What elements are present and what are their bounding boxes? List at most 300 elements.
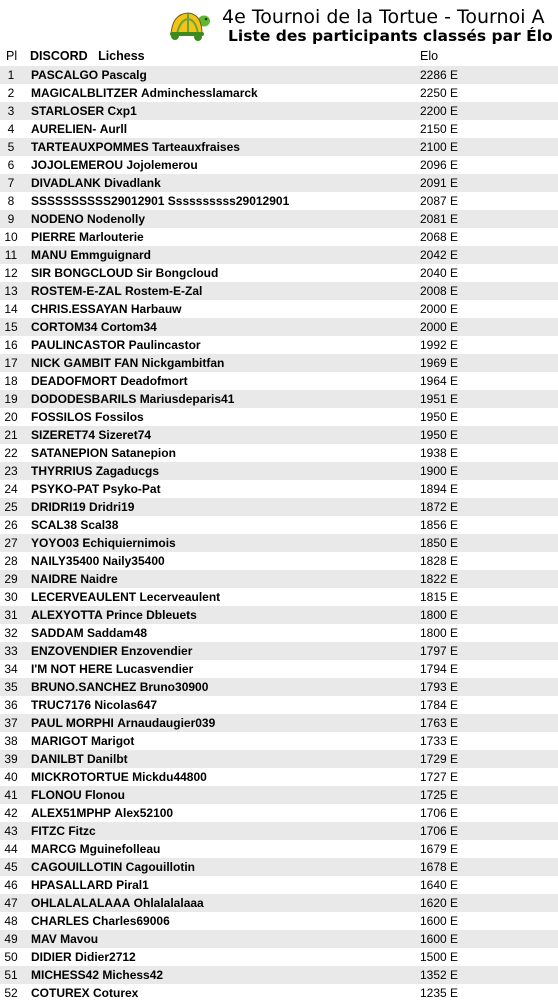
row-player	[31, 500, 134, 514]
row-place: 12	[4, 266, 18, 280]
row-player	[31, 572, 118, 586]
row-elo: 2200 E	[420, 104, 459, 118]
row-lichess-name: Alex52100	[114, 806, 174, 820]
row-player	[31, 428, 151, 442]
row-lichess-name: Echiquiernimois	[82, 536, 176, 550]
row-discord-name: NICK GAMBIT FAN	[31, 356, 139, 370]
row-discord-name: FLONOU	[31, 788, 82, 802]
row-lichess-name: Piral1	[116, 878, 149, 892]
table-row	[0, 984, 558, 1002]
row-discord-name: CHRIS.ESSAYAN	[31, 302, 128, 316]
row-place: 34	[4, 662, 18, 676]
row-player	[31, 248, 151, 262]
row-place: 1	[7, 68, 15, 82]
row-discord-name: LECERVEAULENT	[31, 590, 137, 604]
row-place: 15	[4, 320, 18, 334]
row-elo: 1894 E	[420, 482, 459, 496]
table-row	[0, 930, 558, 948]
row-elo: 1640 E	[420, 878, 459, 892]
row-player	[31, 968, 163, 982]
row-player	[31, 392, 234, 406]
row-lichess-name: Coturex	[93, 986, 139, 1000]
table-row	[0, 120, 558, 138]
row-place: 16	[4, 338, 18, 352]
row-elo: 1600 E	[420, 914, 459, 928]
row-player	[31, 176, 161, 190]
row-discord-name: DODODESBARILS	[31, 392, 137, 406]
row-player	[31, 770, 207, 784]
table-row	[0, 156, 558, 174]
table-row	[0, 300, 558, 318]
row-elo: 1794 E	[420, 662, 459, 676]
row-discord-name: NAILY35400	[31, 554, 100, 568]
row-discord-name: CORTOM34	[31, 320, 98, 334]
row-lichess-name: Pascalg	[101, 68, 147, 82]
table-row	[0, 336, 558, 354]
table-row	[0, 228, 558, 246]
row-discord-name: MAV	[31, 932, 57, 946]
row-lichess-name: Mickdu44800	[132, 770, 207, 784]
row-place: 25	[4, 500, 18, 514]
row-discord-name: AURELIEN-	[31, 122, 97, 136]
row-player	[31, 590, 220, 604]
row-discord-name: THYRRIUS	[31, 464, 93, 478]
table-row	[0, 570, 558, 588]
row-elo: 1235 E	[420, 986, 459, 1000]
row-place: 26	[4, 518, 18, 532]
row-lichess-name: Cxp1	[107, 104, 137, 118]
row-player	[31, 608, 197, 622]
table-row	[0, 408, 558, 426]
row-player	[31, 68, 147, 82]
row-place: 39	[4, 752, 18, 766]
row-discord-name: CAGOUILLOTIN	[31, 860, 123, 874]
page-subtitle: Liste des participants classés par Élo	[228, 27, 553, 45]
row-elo: 1850 E	[420, 536, 459, 550]
row-place: 47	[4, 896, 18, 910]
row-elo: 1729 E	[420, 752, 459, 766]
row-lichess-name: Divadlank	[104, 176, 161, 190]
row-elo: 2040 E	[420, 266, 459, 280]
participants-table	[0, 66, 558, 1002]
row-elo: 1969 E	[420, 356, 459, 370]
row-player	[31, 158, 198, 172]
row-elo: 1815 E	[420, 590, 459, 604]
row-discord-name: FITZC	[31, 824, 65, 838]
row-place: 8	[7, 194, 15, 208]
table-row	[0, 372, 558, 390]
row-player	[31, 374, 188, 388]
table-row	[0, 822, 558, 840]
row-discord-name: ROSTEM-E-ZAL	[31, 284, 122, 298]
row-lichess-name: Harbauw	[130, 302, 182, 316]
row-lichess-name: Nickgambitfan	[141, 356, 225, 370]
table-row	[0, 840, 558, 858]
row-discord-name: NAIDRE	[31, 572, 78, 586]
row-place: 35	[4, 680, 18, 694]
row-discord-name: SIR BONGCLOUD	[31, 266, 133, 280]
row-place: 48	[4, 914, 18, 928]
row-lichess-name: Fossilos	[95, 410, 144, 424]
row-discord-name: OHLALALALAAA	[31, 896, 131, 910]
row-player	[31, 104, 137, 118]
row-player	[31, 878, 149, 892]
row-lichess-name: Rostem-E-Zal	[125, 284, 203, 298]
row-elo: 1797 E	[420, 644, 459, 658]
row-player	[31, 752, 128, 766]
table-row	[0, 102, 558, 120]
row-player	[31, 140, 240, 154]
row-place: 14	[4, 302, 18, 316]
table-row	[0, 246, 558, 264]
row-discord-name: HPASALLARD	[31, 878, 113, 892]
row-elo: 1828 E	[420, 554, 459, 568]
row-place: 17	[4, 356, 18, 370]
row-elo: 2068 E	[420, 230, 459, 244]
table-row	[0, 588, 558, 606]
row-player	[31, 518, 118, 532]
row-lichess-name: Lucasvendier	[115, 662, 194, 676]
row-lichess-name: Psyko-Pat	[102, 482, 161, 496]
row-discord-name: PIERRE	[31, 230, 76, 244]
row-player	[31, 824, 96, 838]
row-elo: 1793 E	[420, 680, 459, 694]
row-lichess-name: Jojolemerou	[126, 158, 198, 172]
row-place: 23	[4, 464, 18, 478]
row-discord-name: MANU	[31, 248, 67, 262]
row-discord-name: DIVADLANK	[31, 176, 101, 190]
table-row	[0, 714, 558, 732]
row-place: 21	[4, 428, 18, 442]
row-elo: 1725 E	[420, 788, 459, 802]
row-place: 20	[4, 410, 18, 424]
row-lichess-name: Nodenolly	[87, 212, 146, 226]
row-player	[31, 734, 134, 748]
row-place: 2	[7, 86, 15, 100]
row-place: 43	[4, 824, 18, 838]
row-elo: 1706 E	[420, 806, 459, 820]
row-lichess-name: Satanepion	[111, 446, 176, 460]
row-player	[31, 680, 208, 694]
table-row	[0, 804, 558, 822]
row-player	[31, 554, 165, 568]
row-player	[31, 212, 145, 226]
table-row	[0, 624, 558, 642]
row-place: 31	[4, 608, 18, 622]
row-place: 33	[4, 644, 18, 658]
table-row	[0, 516, 558, 534]
row-elo: 2000 E	[420, 320, 459, 334]
row-place: 5	[7, 140, 15, 154]
row-place: 13	[4, 284, 18, 298]
row-elo: 1733 E	[420, 734, 459, 748]
row-lichess-name: Sir Bongcloud	[136, 266, 219, 280]
row-lichess-name: Didier2712	[75, 950, 136, 964]
row-lichess-name: Cagouillotin	[125, 860, 195, 874]
row-lichess-name: Ssssssssss29012901	[167, 194, 290, 208]
row-elo: 2100 E	[420, 140, 459, 154]
row-lichess-name: Enzovendier	[121, 644, 193, 658]
row-lichess-name: Scal38	[80, 518, 119, 532]
row-lichess-name: Cortom34	[100, 320, 157, 334]
table-row	[0, 282, 558, 300]
row-discord-name: ALEX51MPHP	[31, 806, 112, 820]
row-elo: 1352 E	[420, 968, 459, 982]
page-title: 4e Tournoi de la Tortue - Tournoi A	[222, 6, 545, 28]
row-lichess-name: Emmguignard	[70, 248, 152, 262]
row-player	[31, 644, 192, 658]
row-discord-name: DIDIER	[31, 950, 72, 964]
row-elo: 1856 E	[420, 518, 459, 532]
row-lichess-name: Saddam48	[87, 626, 148, 640]
row-lichess-name: Marigot	[91, 734, 135, 748]
row-discord-name: DANILBT	[31, 752, 84, 766]
table-row	[0, 750, 558, 768]
table-row	[0, 876, 558, 894]
row-elo: 2250 E	[420, 86, 459, 100]
table-row	[0, 552, 558, 570]
row-place: 27	[4, 536, 18, 550]
table-row	[0, 642, 558, 660]
row-discord-name: I'M NOT HERE	[31, 662, 113, 676]
row-discord-name: PAUL MORPHI	[31, 716, 114, 730]
row-discord-name: TRUC7176	[31, 698, 92, 712]
row-discord-name: PSYKO-PAT	[31, 482, 100, 496]
row-place: 32	[4, 626, 18, 640]
row-elo: 1964 E	[420, 374, 459, 388]
row-player	[31, 986, 138, 1000]
row-player	[31, 266, 218, 280]
row-place: 49	[4, 932, 18, 946]
column-header-player	[30, 49, 145, 65]
row-elo: 1900 E	[420, 464, 459, 478]
table-row	[0, 858, 558, 876]
table-row	[0, 354, 558, 372]
row-lichess-name: Bruno30900	[139, 680, 209, 694]
row-elo: 1800 E	[420, 626, 459, 640]
row-lichess-name: Flonou	[85, 788, 125, 802]
row-discord-name: JOJOLEMEROU	[31, 158, 124, 172]
row-place: 7	[7, 176, 15, 190]
row-elo: 2150 E	[420, 122, 459, 136]
table-row	[0, 696, 558, 714]
row-player	[31, 482, 161, 496]
table-row	[0, 678, 558, 696]
row-lichess-name: Adminchesslamarck	[141, 86, 258, 100]
row-elo: 2087 E	[420, 194, 459, 208]
row-place: 42	[4, 806, 18, 820]
table-row	[0, 444, 558, 462]
row-elo: 1951 E	[420, 392, 459, 406]
row-lichess-name: Naily35400	[102, 554, 165, 568]
row-lichess-name: Naidre	[80, 572, 118, 586]
table-row	[0, 138, 558, 156]
row-player	[31, 320, 157, 334]
row-lichess-name: Ohlalalalaaa	[133, 896, 204, 910]
row-elo: 1706 E	[420, 824, 459, 838]
table-row	[0, 498, 558, 516]
row-discord-name: MARIGOT	[31, 734, 88, 748]
row-elo: 1763 E	[420, 716, 459, 730]
row-elo: 1784 E	[420, 698, 459, 712]
row-elo: 1950 E	[420, 428, 459, 442]
row-discord-name: YOYO03	[31, 536, 80, 550]
row-discord-name: SSSSSSSSSS29012901	[31, 194, 165, 208]
row-place: 6	[7, 158, 15, 172]
row-player	[31, 230, 144, 244]
row-lichess-name: Fitzc	[68, 824, 96, 838]
row-player	[31, 842, 160, 856]
row-discord-name: MICKROTORTUE	[31, 770, 129, 784]
row-elo: 2091 E	[420, 176, 459, 190]
row-place: 52	[4, 986, 18, 1000]
table-row	[0, 426, 558, 444]
turtle-icon	[168, 8, 212, 44]
row-elo: 2042 E	[420, 248, 459, 262]
row-place: 29	[4, 572, 18, 586]
row-place: 46	[4, 878, 18, 892]
table-row	[0, 84, 558, 102]
row-place: 9	[7, 212, 15, 226]
row-discord-name: PASCALGO	[31, 68, 99, 82]
row-elo: 2000 E	[420, 302, 459, 316]
row-elo: 1872 E	[420, 500, 459, 514]
row-lichess-name: Tarteauxfraises	[152, 140, 240, 154]
row-place: 38	[4, 734, 18, 748]
row-lichess-name: Zagaducgs	[95, 464, 160, 478]
row-discord-name: CHARLES	[31, 914, 90, 928]
column-header-elo: Elo	[420, 49, 439, 63]
row-player	[31, 626, 147, 640]
row-place: 36	[4, 698, 18, 712]
row-discord-name: SIZERET74	[31, 428, 96, 442]
row-place: 41	[4, 788, 18, 802]
row-discord-name: STARLOSER	[31, 104, 105, 118]
table-row	[0, 66, 558, 84]
row-elo: 1950 E	[420, 410, 459, 424]
table-row	[0, 534, 558, 552]
row-discord-name: BRUNO.SANCHEZ	[31, 680, 137, 694]
row-elo: 1727 E	[420, 770, 459, 784]
row-elo: 1500 E	[420, 950, 459, 964]
table-row	[0, 210, 558, 228]
row-player	[31, 194, 289, 208]
row-player	[31, 932, 98, 946]
row-discord-name: DEADOFMORT	[31, 374, 117, 388]
row-lichess-name: Prince Dbleuets	[106, 608, 197, 622]
row-lichess-name: Arnaudaugier039	[117, 716, 216, 730]
row-place: 11	[4, 248, 18, 262]
row-place: 40	[4, 770, 18, 784]
row-player	[31, 950, 136, 964]
row-player	[31, 464, 159, 478]
row-discord-name: PAULINCASTOR	[31, 338, 126, 352]
row-player	[31, 86, 258, 100]
table-row	[0, 660, 558, 678]
row-place: 44	[4, 842, 18, 856]
row-place: 45	[4, 860, 18, 874]
row-player	[31, 356, 224, 370]
row-elo: 2286 E	[420, 68, 459, 82]
row-place: 28	[4, 554, 18, 568]
row-player	[31, 446, 176, 460]
row-elo: 2081 E	[420, 212, 459, 226]
row-player	[31, 122, 127, 136]
table-row	[0, 264, 558, 282]
row-lichess-name: Deadofmort	[120, 374, 188, 388]
table-row	[0, 192, 558, 210]
row-player	[31, 860, 195, 874]
row-elo: 1679 E	[420, 842, 459, 856]
row-elo: 1822 E	[420, 572, 459, 586]
row-discord-name: NODENO	[31, 212, 84, 226]
row-elo: 1938 E	[420, 446, 459, 460]
table-row	[0, 912, 558, 930]
table-row	[0, 966, 558, 984]
row-elo: 1620 E	[420, 896, 459, 910]
row-player	[31, 914, 170, 928]
table-row	[0, 480, 558, 498]
row-lichess-name: Danilbt	[87, 752, 128, 766]
row-elo: 1600 E	[420, 932, 459, 946]
row-elo: 2096 E	[420, 158, 459, 172]
row-player	[31, 284, 202, 298]
table-row	[0, 768, 558, 786]
table-row	[0, 732, 558, 750]
row-place: 19	[4, 392, 18, 406]
row-lichess-name: Marlouterie	[79, 230, 144, 244]
row-discord-name: DRIDRI19	[31, 500, 86, 514]
table-row	[0, 390, 558, 408]
row-discord-name: TARTEAUXPOMMES	[31, 140, 149, 154]
row-player	[31, 806, 173, 820]
row-lichess-name: Sizeret74	[98, 428, 152, 442]
table-row	[0, 318, 558, 336]
table-row	[0, 462, 558, 480]
column-header-pl: Pl	[6, 49, 18, 63]
row-player	[31, 536, 176, 550]
row-discord-name: MAGICALBLITZER	[31, 86, 138, 100]
row-discord-name: SCAL38	[31, 518, 78, 532]
table-row	[0, 894, 558, 912]
row-place: 37	[4, 716, 18, 730]
column-header-discord: DISCORD	[30, 49, 88, 63]
row-lichess-name: Dridri19	[89, 500, 135, 514]
row-lichess-name: Paulincastor	[128, 338, 201, 352]
row-lichess-name: Aurll	[99, 122, 128, 136]
table-row	[0, 948, 558, 966]
row-elo: 1800 E	[420, 608, 459, 622]
table-row	[0, 606, 558, 624]
table-row	[0, 174, 558, 192]
row-place: 18	[4, 374, 18, 388]
row-discord-name: SATANEPION	[31, 446, 108, 460]
row-lichess-name: Lecerveaulent	[139, 590, 221, 604]
row-discord-name: COTUREX	[31, 986, 90, 1000]
row-place: 3	[7, 104, 15, 118]
page-header	[0, 0, 558, 48]
row-lichess-name: Mguinefolleau	[79, 842, 161, 856]
row-place: 22	[4, 446, 18, 460]
row-discord-name: ENZOVENDIER	[31, 644, 118, 658]
row-player	[31, 338, 201, 352]
row-discord-name: MARCG	[31, 842, 77, 856]
row-player	[31, 788, 125, 802]
row-player	[31, 302, 182, 316]
row-lichess-name: Charles69006	[92, 914, 170, 928]
row-player	[31, 662, 193, 676]
row-place: 30	[4, 590, 18, 604]
